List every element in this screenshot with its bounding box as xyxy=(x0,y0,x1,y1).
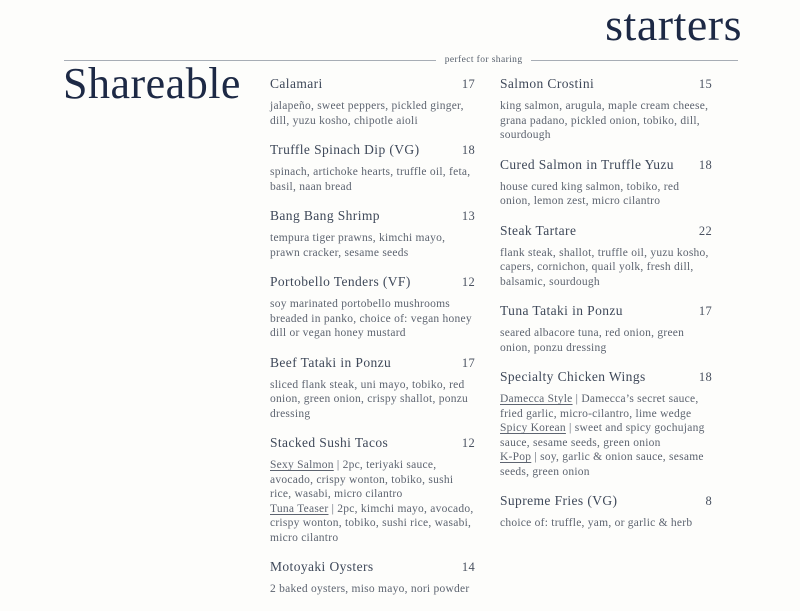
item-price: 22 xyxy=(698,223,712,238)
item-price: 18 xyxy=(461,143,475,157)
menu-item-header xyxy=(500,303,712,319)
item-name: Calamari xyxy=(270,76,323,91)
item-description: spinach, artichoke hearts, truffle oil, feta, basil, naan bread xyxy=(270,166,471,193)
item-description: king salmon, arugula, maple cream cheese, grana padano, pickled onion, tobiko, dill, sourdough xyxy=(500,100,709,141)
menu-item-header xyxy=(500,223,712,239)
item-name: Truffle Spinach Dip (VG) xyxy=(270,142,420,157)
item-description: flank steak, shallot, truffle oil, yuzu kosho, capers, cornichon, quail yolk, fresh dill, balsamic, sourdough xyxy=(500,246,709,288)
item-price: 13 xyxy=(461,209,475,223)
menu-item-header xyxy=(500,369,712,385)
item-variant: Sexy Salmon | 2pc, teriyaki sauce, avocado, crispy wonton, tobiko, sushi rice, wasabi, micro cilantro xyxy=(270,459,454,500)
menu-item-header xyxy=(270,208,475,224)
item-price: 18 xyxy=(698,157,712,172)
menu-item xyxy=(270,435,475,545)
variant-label: Damecca Style xyxy=(500,393,573,405)
divider-line-right xyxy=(531,60,738,61)
item-description: jalapeño, sweet peppers, pickled ginger, dill, yuzu kosho, chipotle aioli xyxy=(270,100,464,127)
menu-column-right xyxy=(500,76,712,611)
section-heading: Shareable xyxy=(63,59,241,108)
menu-item-header xyxy=(270,355,475,371)
item-variant: Spicy Korean | sweet and spicy gochujang sauce, sesame seeds, green onion xyxy=(500,422,705,449)
menu-item xyxy=(500,303,712,355)
menu-item-header xyxy=(500,157,712,173)
menu-item xyxy=(500,76,712,143)
page-title: starters xyxy=(605,0,742,50)
menu-item xyxy=(500,157,712,209)
item-variant: K-Pop | soy, garlic & onion sauce, sesame seeds, green onion xyxy=(500,451,704,478)
variant-label: Sexy Salmon xyxy=(270,459,334,471)
item-name: Portobello Tenders (VF) xyxy=(270,274,411,289)
item-price: 14 xyxy=(461,560,475,574)
variant-label: K-Pop xyxy=(500,451,532,463)
item-name: Bang Bang Shrimp xyxy=(270,208,380,223)
item-variant: Damecca Style | Damecca’s secret sauce, fried garlic, micro-cilantro, lime wedge xyxy=(500,393,699,420)
item-description: choice of: truffle, yam, or garlic & herb xyxy=(500,517,693,529)
item-price: 17 xyxy=(461,77,475,91)
menu-item-header xyxy=(500,493,712,509)
menu-item xyxy=(270,76,475,128)
menu-item-header xyxy=(270,435,475,451)
item-name: Cured Salmon in Truffle Yuzu xyxy=(500,156,674,172)
menu-item xyxy=(500,223,712,290)
menu-item-header xyxy=(270,559,475,575)
tagline: perfect for sharing xyxy=(444,55,523,65)
item-price: 17 xyxy=(461,355,475,370)
item-name: Stacked Sushi Tacos xyxy=(270,435,389,450)
menu-item-header xyxy=(270,76,475,92)
menu-columns xyxy=(270,76,712,611)
menu-item-header xyxy=(500,76,712,92)
menu-item xyxy=(270,142,475,194)
item-name: Tuna Tataki in Ponzu xyxy=(500,303,623,318)
item-name: Beef Tataki in Ponzu xyxy=(270,354,392,370)
item-description: 2 baked oysters, miso mayo, nori powder xyxy=(270,583,470,595)
item-price: 17 xyxy=(698,304,712,318)
item-price: 18 xyxy=(698,370,712,384)
item-price: 15 xyxy=(698,77,712,91)
menu-column-left xyxy=(270,76,475,611)
menu-item xyxy=(270,355,475,422)
variant-label: Spicy Korean xyxy=(500,422,566,434)
item-description: seared albacore tuna, red onion, green onion, ponzu dressing xyxy=(500,327,685,354)
item-name: Steak Tartare xyxy=(500,222,577,238)
item-name: Supreme Fries (VG) xyxy=(500,493,618,508)
item-description: house cured king salmon, tobiko, red onion, lemon zest, micro cilantro xyxy=(500,180,680,207)
menu-item xyxy=(270,208,475,260)
item-price: 12 xyxy=(461,436,475,450)
menu-item xyxy=(270,274,475,341)
menu-item-header xyxy=(270,274,475,290)
item-variant: Tuna Teaser | 2pc, kimchi mayo, avocado, crispy wonton, tobiko, sushi rice, wasabi, micro cilantro xyxy=(270,502,474,544)
item-description: soy marinated portobello mushrooms breaded in panko, choice of: vegan honey dill or vegan honey mustard xyxy=(270,298,472,339)
item-name: Specialty Chicken Wings xyxy=(500,369,646,384)
item-price: 8 xyxy=(705,494,712,508)
item-description: tempura tiger prawns, kimchi mayo, prawn cracker, sesame seeds xyxy=(270,232,446,259)
item-price: 12 xyxy=(461,275,475,289)
variant-label: Tuna Teaser xyxy=(270,502,329,515)
menu-item xyxy=(270,559,475,597)
menu-item xyxy=(500,369,712,479)
menu-item xyxy=(500,493,712,531)
item-name: Salmon Crostini xyxy=(500,76,595,91)
item-description: sliced flank steak, uni mayo, tobiko, red onion, green onion, crispy shallot, ponzu dressing xyxy=(270,378,469,420)
item-name: Motoyaki Oysters xyxy=(270,559,374,574)
menu-item-header xyxy=(270,142,475,158)
